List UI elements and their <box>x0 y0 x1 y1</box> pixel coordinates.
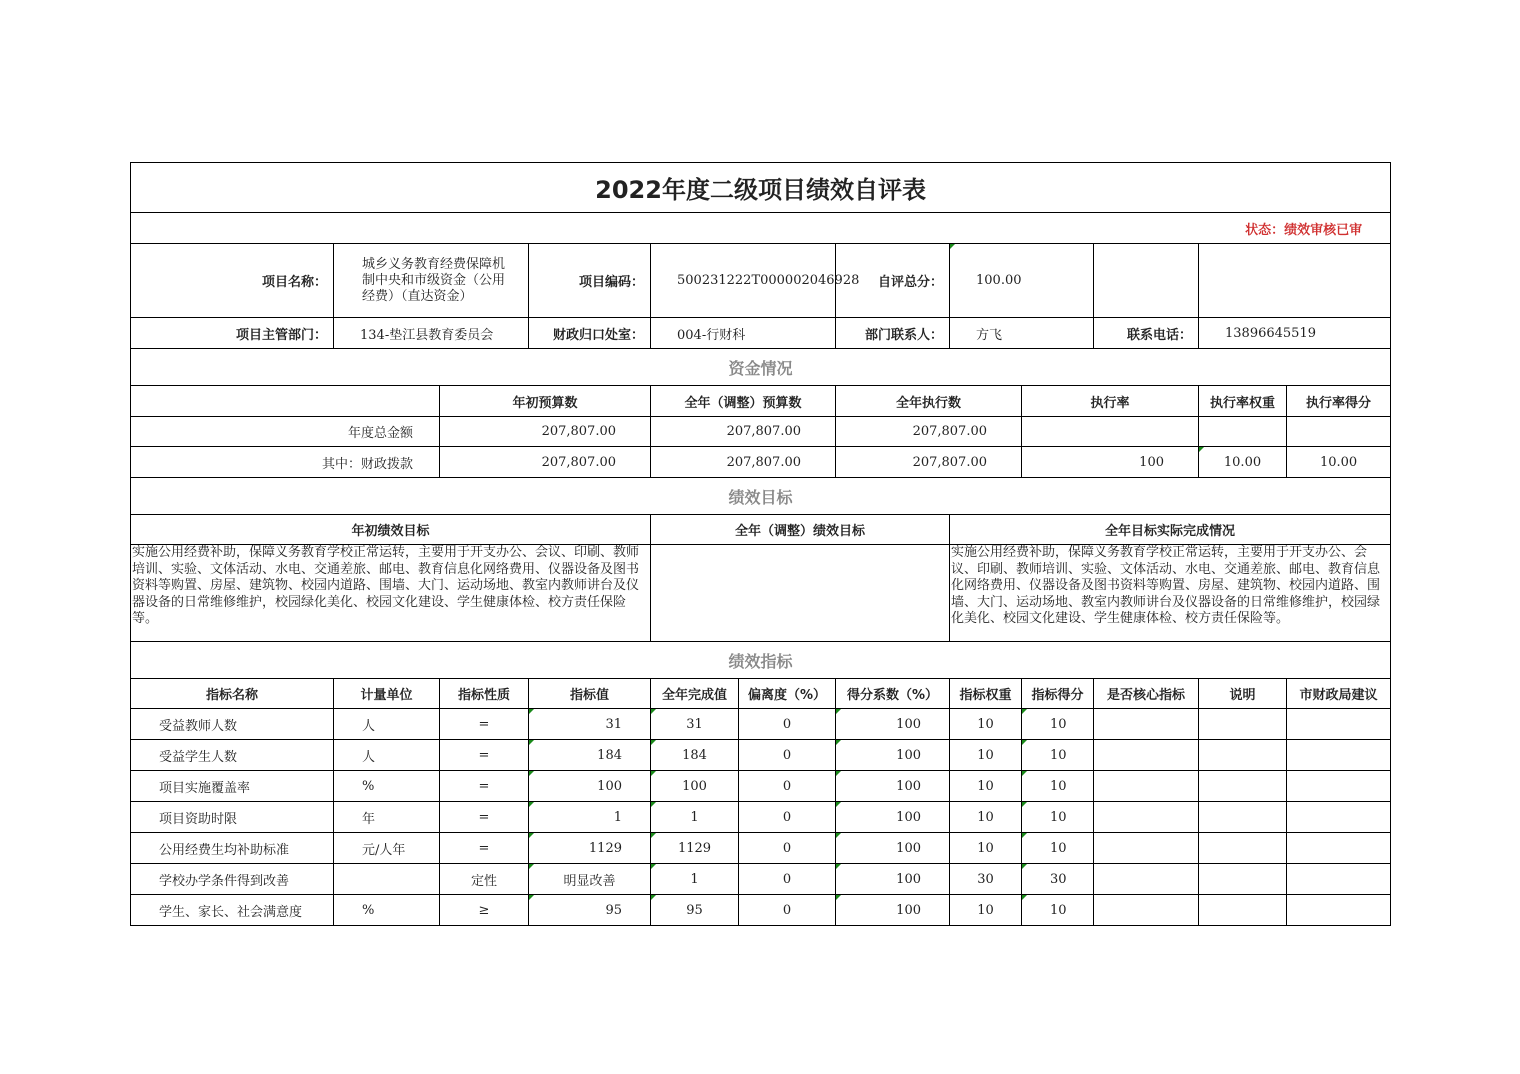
finance-value: 004-行财科 <box>651 318 836 349</box>
indicator-score: 30 <box>1022 864 1094 895</box>
funds-rate: 100 <box>1022 447 1199 478</box>
goals-header-adjusted: 全年（调整）绩效目标 <box>651 515 950 545</box>
indicator-header: 计量单位 <box>334 679 440 709</box>
score-value: 100.00 <box>950 244 1094 318</box>
funds-row <box>131 417 1391 447</box>
indicator-nature: = <box>440 771 529 802</box>
indicator-coef: 100 <box>836 771 950 802</box>
indicator-weight: 10 <box>950 771 1022 802</box>
indicator-note <box>1199 895 1287 926</box>
goals-header-actual: 全年目标实际完成情况 <box>950 515 1391 545</box>
table-row <box>131 864 1391 895</box>
indicator-coef: 100 <box>836 802 950 833</box>
table-row <box>131 709 1391 740</box>
indicator-advice <box>1287 771 1391 802</box>
goal-adjusted-content <box>652 545 948 641</box>
indicator-nature: = <box>440 802 529 833</box>
indicator-done: 100 <box>651 771 739 802</box>
funds-weight: 10.00 <box>1199 447 1287 478</box>
indicator-target: 1129 <box>529 833 651 864</box>
indicator-name: 项目资助时限 <box>131 802 334 833</box>
project-code-value: 500231222T000002046928 <box>651 244 836 318</box>
dept-label: 项目主管部门： <box>131 318 334 349</box>
indicator-done: 184 <box>651 740 739 771</box>
empty-cell <box>1199 244 1391 318</box>
page-title: 2022年度二级项目绩效自评表 <box>131 163 1391 213</box>
project-name-value: 城乡义务教育经费保障机制中央和市级资金（公用经费）（直达资金） <box>334 244 529 318</box>
funds-executed: 207,807.00 <box>836 417 1022 447</box>
funds-initial: 207,807.00 <box>440 417 651 447</box>
indicator-advice <box>1287 740 1391 771</box>
funds-row-label: 其中：财政拨款 <box>131 447 440 478</box>
funds-weight <box>1199 417 1287 447</box>
indicator-header: 是否核心指标 <box>1094 679 1199 709</box>
indicator-score: 10 <box>1022 802 1094 833</box>
indicator-advice <box>1287 864 1391 895</box>
indicator-nature: ≥ <box>440 895 529 926</box>
indicator-nature: 定性 <box>440 864 529 895</box>
phone-value: 13896645519 <box>1199 318 1391 349</box>
indicator-weight: 10 <box>950 709 1022 740</box>
indicator-name: 公用经费生均补助标准 <box>131 833 334 864</box>
indicator-done: 1 <box>651 864 739 895</box>
indicator-unit <box>334 864 440 895</box>
indicator-coef: 100 <box>836 895 950 926</box>
funds-row-label: 年度总金额 <box>131 417 440 447</box>
indicator-score: 10 <box>1022 895 1094 926</box>
finance-label: 财政归口处室： <box>529 318 651 349</box>
score-label: 自评总分： <box>836 244 950 318</box>
indicator-done: 95 <box>651 895 739 926</box>
goals-header-initial: 年初绩效目标 <box>131 515 651 545</box>
empty-cell <box>1094 244 1199 318</box>
indicator-score: 10 <box>1022 740 1094 771</box>
indicator-note <box>1199 802 1287 833</box>
indicator-core <box>1094 709 1199 740</box>
indicator-target: 95 <box>529 895 651 926</box>
indicator-header: 指标得分 <box>1022 679 1094 709</box>
indicator-unit: % <box>334 771 440 802</box>
contact-label: 部门联系人： <box>836 318 950 349</box>
indicator-name: 项目实施覆盖率 <box>131 771 334 802</box>
indicator-weight: 10 <box>950 802 1022 833</box>
indicator-dev: 0 <box>739 709 836 740</box>
indicator-header: 得分系数（%） <box>836 679 950 709</box>
indicator-header: 指标权重 <box>950 679 1022 709</box>
indicator-nature: = <box>440 833 529 864</box>
indicator-unit: % <box>334 895 440 926</box>
indicator-core <box>1094 895 1199 926</box>
funds-adjusted: 207,807.00 <box>651 447 836 478</box>
funds-header: 全年执行数 <box>836 386 1022 417</box>
table-row <box>131 895 1391 926</box>
indicator-target: 100 <box>529 771 651 802</box>
indicator-unit: 年 <box>334 802 440 833</box>
goal-initial-content: 实施公用经费补助，保障义务教育学校正常运转，主要用于开支办公、会议、印刷、教师培训、实验、文体活动、水电、交通差旅、邮电、教育信息化网络费用、仪器设备及图书资料等购置、房屋、建筑物、校园内道路、围墙、大门、运动场地、教室内教师讲台及仪器设备的日常维修维护，校园绿化美化、校园文化建设、学生健康体检、校方责任保险等。 <box>132 545 640 626</box>
indicator-advice <box>1287 895 1391 926</box>
funds-header: 执行率权重 <box>1199 386 1287 417</box>
indicator-coef: 100 <box>836 740 950 771</box>
indicator-dev: 0 <box>739 895 836 926</box>
indicator-weight: 10 <box>950 833 1022 864</box>
indicator-note <box>1199 864 1287 895</box>
indicator-advice <box>1287 802 1391 833</box>
table-row <box>131 833 1391 864</box>
indicator-dev: 0 <box>739 802 836 833</box>
indicator-name: 学校办学条件得到改善 <box>131 864 334 895</box>
funds-score <box>1287 417 1391 447</box>
funds-executed: 207,807.00 <box>836 447 1022 478</box>
indicator-advice <box>1287 709 1391 740</box>
goal-actual-text <box>950 545 1391 642</box>
indicator-header: 市财政局建议 <box>1287 679 1391 709</box>
indicator-header: 偏离度（%） <box>739 679 836 709</box>
indicator-advice <box>1287 833 1391 864</box>
indicator-core <box>1094 833 1199 864</box>
funds-initial: 207,807.00 <box>440 447 651 478</box>
funds-score: 10.00 <box>1287 447 1391 478</box>
indicator-score: 10 <box>1022 833 1094 864</box>
funds-header: 年初预算数 <box>440 386 651 417</box>
indicator-score: 10 <box>1022 709 1094 740</box>
indicator-name: 受益学生人数 <box>131 740 334 771</box>
indicator-dev: 0 <box>739 771 836 802</box>
empty-cell <box>131 386 440 417</box>
indicator-target: 184 <box>529 740 651 771</box>
indicator-weight: 10 <box>950 895 1022 926</box>
dept-value: 134-垫江县教育委员会 <box>334 318 529 349</box>
table-row <box>131 740 1391 771</box>
indicator-unit: 人 <box>334 709 440 740</box>
indicator-target: 1 <box>529 802 651 833</box>
indicator-note <box>1199 833 1287 864</box>
goals-section-title: 绩效目标 <box>131 478 1391 515</box>
funds-row <box>131 447 1391 478</box>
funds-header: 执行率 <box>1022 386 1199 417</box>
goal-adjusted-text <box>651 545 950 642</box>
indicator-note <box>1199 740 1287 771</box>
project-code-label: 项目编码： <box>529 244 651 318</box>
phone-label: 联系电话： <box>1094 318 1199 349</box>
indicator-name: 受益教师人数 <box>131 709 334 740</box>
indicator-dev: 0 <box>739 864 836 895</box>
indicator-dev: 0 <box>739 833 836 864</box>
indicator-header: 指标性质 <box>440 679 529 709</box>
indicator-header: 说明 <box>1199 679 1287 709</box>
indicator-core <box>1094 802 1199 833</box>
indicator-coef: 100 <box>836 864 950 895</box>
indicator-done: 31 <box>651 709 739 740</box>
indicator-target: 明显改善 <box>529 864 651 895</box>
indicator-coef: 100 <box>836 709 950 740</box>
funds-adjusted: 207,807.00 <box>651 417 836 447</box>
indicator-note <box>1199 771 1287 802</box>
funds-section-title: 资金情况 <box>131 349 1391 386</box>
indicator-core <box>1094 864 1199 895</box>
indicator-name: 学生、家长、社会满意度 <box>131 895 334 926</box>
indicator-done: 1 <box>651 802 739 833</box>
table-row <box>131 802 1391 833</box>
indicator-nature: = <box>440 709 529 740</box>
indicator-note <box>1199 709 1287 740</box>
indicator-weight: 10 <box>950 740 1022 771</box>
goal-actual-content: 实施公用经费补助，保障义务教育学校正常运转，主要用于开支办公、会议、印刷、教师培训、实验、文体活动、水电、交通差旅、邮电、教育信息化网络费用、仪器设备及图书资料等购置、房屋、建筑物、校园内道路、围墙、大门、运动场地、教室内教师讲台及仪器设备的日常维修维护，校园绿化美化、校园文化建设、学生健康体检、校方责任保险等。 <box>951 545 1381 626</box>
status-badge: 状态：绩效审核已审 <box>131 213 1391 244</box>
indicator-unit: 人 <box>334 740 440 771</box>
indicator-core <box>1094 740 1199 771</box>
indicator-unit: 元/人年 <box>334 833 440 864</box>
indicator-nature: = <box>440 740 529 771</box>
indicator-coef: 100 <box>836 833 950 864</box>
indicator-score: 10 <box>1022 771 1094 802</box>
project-name-label: 项目名称： <box>131 244 334 318</box>
indicator-target: 31 <box>529 709 651 740</box>
indicator-rows <box>131 709 1391 926</box>
indicators-section-title: 绩效指标 <box>131 642 1391 679</box>
table-row <box>131 771 1391 802</box>
indicator-dev: 0 <box>739 740 836 771</box>
indicator-header: 全年完成值 <box>651 679 739 709</box>
contact-value: 方飞 <box>950 318 1094 349</box>
indicator-core <box>1094 771 1199 802</box>
funds-rate <box>1022 417 1199 447</box>
evaluation-table <box>130 162 1391 926</box>
indicator-weight: 30 <box>950 864 1022 895</box>
funds-header: 全年（调整）预算数 <box>651 386 836 417</box>
indicator-done: 1129 <box>651 833 739 864</box>
goal-initial-text <box>131 545 651 642</box>
indicator-header: 指标名称 <box>131 679 334 709</box>
evaluation-sheet <box>130 162 1390 926</box>
indicator-header: 指标值 <box>529 679 651 709</box>
funds-header: 执行率得分 <box>1287 386 1391 417</box>
